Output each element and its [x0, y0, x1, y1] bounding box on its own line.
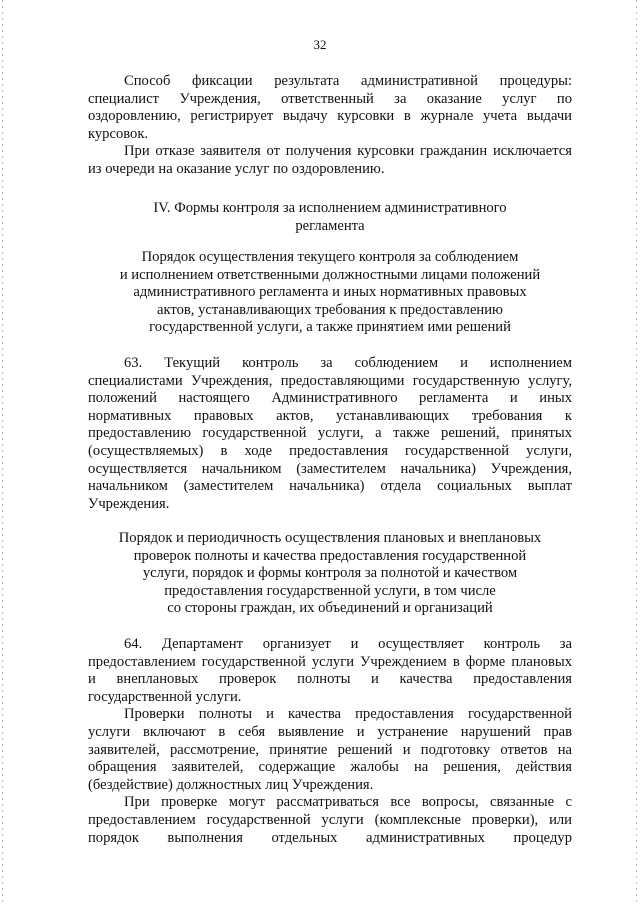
text-line: обращения заявителей, содержащие жалобы на решения, действия	[88, 759, 572, 776]
text-line: услуги включают в себя выявление и устранение нарушений прав	[88, 723, 572, 740]
text-line: и внеплановых проверок полноты и качества предоставления	[88, 671, 572, 688]
text-line: При проверке могут рассматриваться все вопросы, связанные с	[124, 794, 572, 811]
text-line: Способ фиксации результата административной процедуры:	[124, 73, 572, 89]
text-block	[88, 355, 572, 513]
text-block	[88, 73, 572, 179]
text-line: порядок выполнения отдельных административных процедур	[88, 829, 572, 846]
text-line: предоставлению государственной услуги, а также решений, принятых	[88, 425, 572, 442]
text-line: начальником (заместителем начальника) отдела социальных выплат	[88, 478, 572, 495]
text-line: нормативных правовых актов, устанавливающих требования к	[88, 407, 572, 424]
text-block	[88, 530, 572, 618]
text-line: и исполнением ответственными должностными лицами положений	[119, 266, 541, 283]
text-line: курсовок.	[88, 125, 149, 142]
text-line: предоставлением государственной услуги Учреждением в форме плановых	[88, 653, 572, 670]
text-line: (осуществляемых) в ходе предоставления государственной услуги,	[88, 442, 572, 459]
text-line: заявителей, рассмотрение, принятие решений и подготовку ответов на	[88, 741, 572, 758]
text-line: (бездействие) должностных лиц Учреждения.	[88, 776, 374, 793]
text-line: осуществляется начальником (заместителем начальника) Учреждения,	[88, 460, 572, 477]
scan-edge-left	[2, 0, 3, 905]
text-line: Порядок и периодичность осуществления плановых и внеплановых	[118, 530, 542, 546]
text-line: регламента	[295, 217, 365, 234]
text-line: специалист Учреждения, ответственный за оказание услуг по	[88, 90, 572, 107]
text-block	[88, 200, 572, 235]
text-block	[88, 636, 572, 847]
text-line: При отказе заявителя от получения курсовки гражданин исключается	[124, 143, 572, 160]
text-line: IV. Формы контроля за исполнением административного	[153, 200, 507, 216]
scan-edge-right	[636, 0, 637, 905]
text-line: 63. Текущий контроль за соблюдением и исполнением	[124, 355, 572, 371]
text-line: Учреждения.	[88, 495, 170, 512]
text-line: 64. Департамент организует и осуществляет контроль за	[124, 636, 572, 652]
text-line: государственной услуги, а также принятием ими решений	[149, 319, 511, 336]
text-line: проверок полноты и качества предоставления государственной	[133, 547, 527, 564]
text-block	[88, 249, 572, 337]
text-line: актов, устанавливающих требования к предоставлению	[157, 301, 503, 318]
text-line: со стороны граждан, их объединений и организаций	[167, 600, 493, 617]
text-line: из очереди на оказание услуг по оздоровлению.	[88, 160, 385, 177]
text-line: услуги, порядок и формы контроля за полнотой и качеством	[142, 565, 518, 582]
text-line: предоставления государственной услуги, в том числе	[164, 582, 496, 599]
text-line: административного регламента и иных нормативных правовых	[133, 284, 527, 301]
text-line: положений настоящего Административного регламента и иных	[88, 390, 572, 407]
text-line: Проверки полноты и качества предоставления государственной	[124, 706, 572, 723]
text-line: предоставлением государственной услуги (комплексные проверки), или	[88, 811, 572, 828]
text-line: Порядок осуществления текущего контроля за соблюдением	[141, 249, 519, 265]
text-line: специалистами Учреждения, предоставляющими государственную услугу,	[88, 372, 572, 389]
text-line: государственной услуги.	[88, 688, 242, 705]
page-number: 32	[313, 37, 327, 52]
text-line: оздоровлению, регистрирует выдачу курсовки в журнале учета выдачи	[88, 108, 572, 125]
